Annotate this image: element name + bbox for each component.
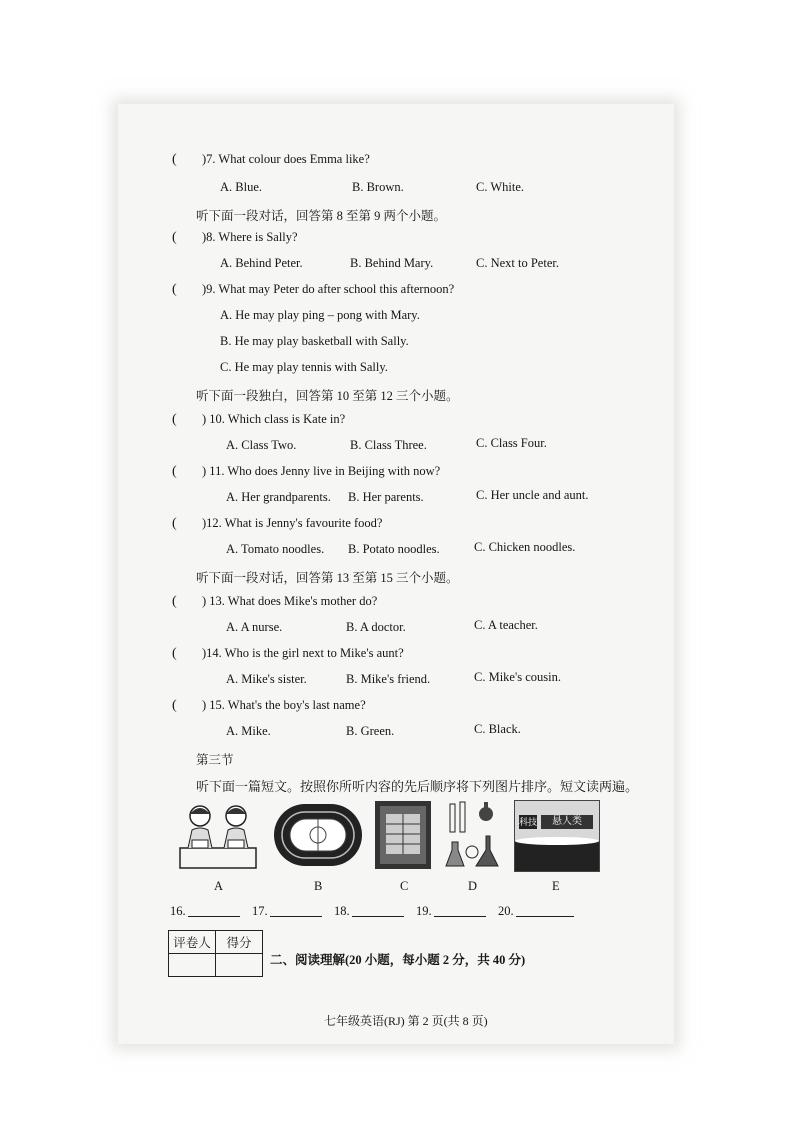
question-9: ( )9. What may Peter do after school this afternoon? [172, 282, 455, 297]
question-text: )9. What may Peter do after school this afternoon? [202, 282, 455, 296]
option-c: C. Chicken noodles. [474, 540, 576, 554]
option-a: A. Tomato noodles. [226, 542, 325, 556]
question-text: ) 10. Which class is Kate in? [202, 412, 346, 426]
answer-blank-18[interactable]: 18. [334, 904, 404, 919]
poster-sign: 科技 [519, 817, 538, 827]
picture-a-students-icon [178, 800, 258, 870]
score-header: 得分 [216, 931, 263, 954]
question-11: ( ) 11. Who does Jenny live in Beijing with now? [172, 464, 441, 479]
option-a: A. Blue. [220, 180, 263, 194]
picture-label-e: E [552, 879, 560, 893]
picture-c-board-icon [374, 800, 432, 870]
question-text: ) 11. Who does Jenny live in Beijing with now? [202, 464, 441, 478]
option-c: C. Class Four. [476, 436, 547, 450]
instruction-q13-15: 听下面一段对话，回答第 13 至第 15 三个小题。 [196, 571, 459, 585]
page-footer: 七年级英语(RJ) 第 2 页(共 8 页) [324, 1014, 488, 1028]
instruction-q10-12: 听下面一段独白，回答第 10 至第 12 三个小题。 [196, 389, 459, 403]
answer-blank-20[interactable]: 20. [498, 904, 574, 919]
question-8: ( )8. Where is Sally? [172, 230, 298, 245]
option-a: A. Class Two. [226, 438, 297, 452]
grader-header: 评卷人 [169, 931, 216, 954]
option-a: A. Mike's sister. [226, 672, 307, 686]
question-13: ( ) 13. What does Mike's mother do? [172, 594, 378, 609]
answer-blank-17[interactable]: 17. [252, 904, 322, 919]
question-12: ( )12. What is Jenny's favourite food? [172, 516, 383, 531]
picture-label-d: D [468, 879, 478, 893]
option-c: C. He may play tennis with Sally. [220, 360, 388, 374]
picture-label-b: B [314, 879, 323, 893]
instruction-q8-9: 听下面一段对话，回答第 8 至第 9 两个小题。 [196, 209, 447, 223]
score-table [168, 930, 263, 977]
option-b: B. A doctor. [346, 620, 406, 634]
option-b: B. Behind Mary. [350, 256, 434, 270]
poster-headline: 悬人类 [541, 815, 593, 829]
option-c: C. Mike's cousin. [474, 670, 561, 684]
picture-label-a: A [214, 879, 224, 893]
question-text: ) 13. What does Mike's mother do? [202, 594, 378, 608]
picture-b-track-icon [272, 800, 364, 870]
option-a: A. Her grandparents. [226, 490, 331, 504]
option-c: C. Black. [474, 722, 521, 736]
question-7: ( )7. What colour does Emma like? [172, 152, 370, 167]
option-c: C. White. [476, 180, 525, 194]
answer-blank-16[interactable]: 16. [170, 904, 240, 919]
question-text: ) 15. What's the boy's last name? [202, 698, 366, 712]
answer-blank-19[interactable]: 19. [416, 904, 486, 919]
question-text: )12. What is Jenny's favourite food? [202, 516, 383, 530]
section-2-title: 二、阅读理解(20 小题，每小题 2 分，共 40 分) [270, 953, 526, 967]
option-b: B. Class Three. [350, 438, 427, 452]
option-c: C. Her uncle and aunt. [476, 488, 589, 502]
option-a: A. A nurse. [226, 620, 283, 634]
option-b: B. Potato noodles. [348, 542, 440, 556]
option-a: A. Mike. [226, 724, 271, 738]
grader-cell[interactable] [169, 954, 216, 977]
section-3-instruction: 听下面一篇短文。按照你所听内容的先后顺序将下列图片排序。短文读两遍。 [196, 779, 639, 794]
picture-label-c: C [400, 879, 409, 893]
option-a: A. Behind Peter. [220, 256, 303, 270]
question-text: )7. What colour does Emma like? [202, 152, 370, 166]
option-a: A. He may play ping – pong with Mary. [220, 308, 420, 322]
option-b: B. Green. [346, 724, 395, 738]
question-text: )14. Who is the girl next to Mike's aunt? [202, 646, 404, 660]
picture-e-poster [514, 800, 600, 872]
option-b: B. He may play basketball with Sally. [220, 334, 409, 348]
option-c: C. Next to Peter. [476, 256, 559, 270]
question-15: ( ) 15. What's the boy's last name? [172, 698, 366, 713]
option-b: B. Her parents. [348, 490, 424, 504]
picture-d-flasks-icon [444, 800, 502, 870]
question-text: )8. Where is Sally? [202, 230, 298, 244]
option-b: B. Brown. [352, 180, 404, 194]
option-c: C. A teacher. [474, 618, 538, 632]
question-10: ( ) 10. Which class is Kate in? [172, 412, 346, 427]
section-3-title: 第三节 [196, 753, 234, 767]
question-14: ( )14. Who is the girl next to Mike's aunt? [172, 646, 404, 661]
score-cell[interactable] [216, 954, 263, 977]
option-b: B. Mike's friend. [346, 672, 431, 686]
